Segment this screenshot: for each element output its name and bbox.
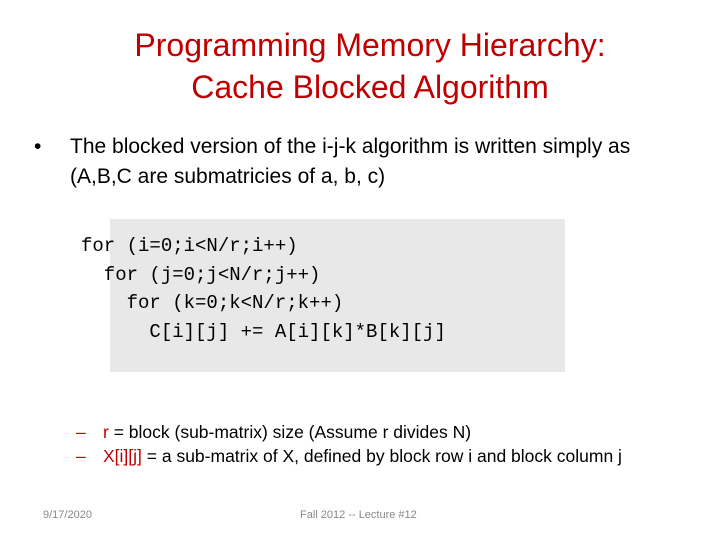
code-line-3: for (k=0;k<N/r;k++) (81, 292, 344, 314)
sub-bullet-dash: – (76, 446, 86, 466)
code-line-1: for (i=0;i<N/r;i++) (81, 235, 298, 257)
code-line-4: C[i][j] += A[i][k]*B[k][j] (81, 320, 446, 343)
slide-title-line-1: Programming Memory Hierarchy: (134, 27, 606, 63)
code-line-2: for (j=0;j<N/r;j++) (81, 263, 321, 286)
sub-bullet-variable: X[i][j] (103, 446, 142, 466)
sub-bullet-item (76, 444, 676, 468)
sub-bullet-text: = block (sub-matrix) size (Assume r divides N) (108, 422, 472, 442)
slide-title (60, 24, 680, 108)
sub-bullet-text: = a sub-matrix of X, defined by block row i and block column j (141, 446, 622, 466)
code-block (81, 232, 446, 346)
footer-lecture: Fall 2012 -- Lecture #12 (300, 509, 417, 521)
sub-bullet-item (76, 420, 676, 444)
bullet-text: The blocked version of the i-j-k algorithm is written simply as (A,B,C are submatricies of a, b, c) (70, 135, 631, 188)
slide-title-line-2: Cache Blocked Algorithm (191, 69, 549, 105)
bullet-marker: • (34, 135, 42, 158)
sub-bullet-dash: – (76, 422, 86, 442)
sub-bullet-variable: r (103, 422, 109, 442)
sub-bullet-list (76, 420, 676, 468)
footer-date: 9/17/2020 (43, 509, 92, 521)
